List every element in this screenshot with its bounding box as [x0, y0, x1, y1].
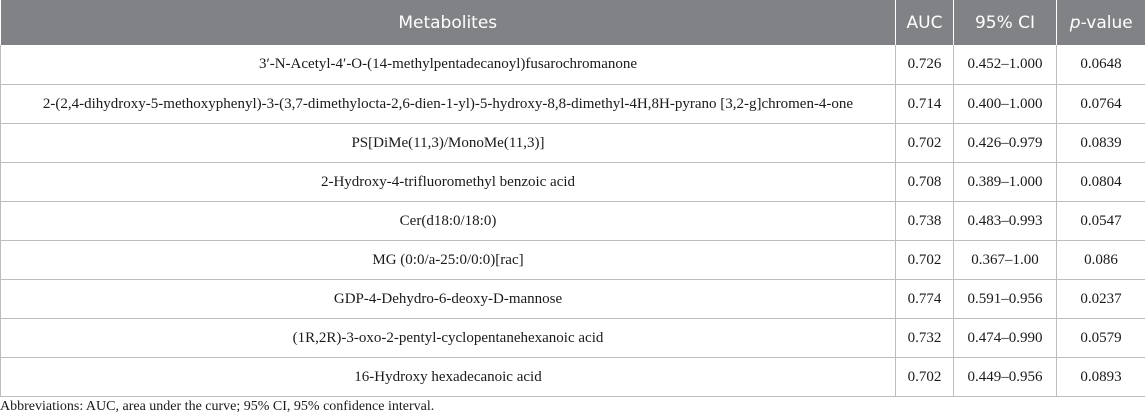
cell-metabolite: 2-Hydroxy-4-trifluoromethyl benzoic acid	[1, 163, 896, 202]
cell-auc: 0.714	[896, 85, 954, 124]
cell-p-value: 0.086	[1057, 241, 1145, 280]
cell-metabolite: Cer(d18:0/18:0)	[1, 202, 896, 241]
table-row	[1, 202, 1145, 241]
table-row	[1, 163, 1145, 202]
cell-95-ci: 0.426–0.979	[954, 124, 1057, 163]
header-p-value-suffix: -value	[1080, 12, 1133, 33]
cell-auc: 0.702	[896, 358, 954, 397]
cell-auc: 0.702	[896, 124, 954, 163]
cell-95-ci: 0.449–0.956	[954, 358, 1057, 397]
cell-95-ci: 0.389–1.000	[954, 163, 1057, 202]
cell-p-value: 0.0764	[1057, 85, 1145, 124]
header-auc: AUC	[896, 0, 954, 45]
cell-auc: 0.726	[896, 45, 954, 85]
cell-p-value: 0.0839	[1057, 124, 1145, 163]
table-row	[1, 241, 1145, 280]
cell-95-ci: 0.367–1.00	[954, 241, 1057, 280]
cell-p-value: 0.0893	[1057, 358, 1145, 397]
header-95-ci: 95% CI	[954, 0, 1057, 45]
cell-metabolite: PS[DiMe(11,3)/MonoMe(11,3)]	[1, 124, 896, 163]
cell-auc: 0.732	[896, 319, 954, 358]
cell-95-ci: 0.483–0.993	[954, 202, 1057, 241]
cell-metabolite: (1R,2R)-3-oxo-2-pentyl-cyclopentanehexanoic acid	[1, 319, 896, 358]
table-row	[1, 358, 1145, 397]
cell-p-value: 0.0648	[1057, 45, 1145, 85]
cell-95-ci: 0.400–1.000	[954, 85, 1057, 124]
cell-metabolite: GDP-4-Dehydro-6-deoxy-D-mannose	[1, 280, 896, 319]
cell-95-ci: 0.591–0.956	[954, 280, 1057, 319]
cell-auc: 0.738	[896, 202, 954, 241]
cell-95-ci: 0.474–0.990	[954, 319, 1057, 358]
cell-95-ci: 0.452–1.000	[954, 45, 1057, 85]
header-p-value-italic-p: p	[1069, 12, 1081, 33]
cell-auc: 0.774	[896, 280, 954, 319]
table-footnote: Abbreviations: AUC, area under the curve; 95% CI, 95% confidence interval.	[0, 399, 435, 414]
cell-auc: 0.702	[896, 241, 954, 280]
cell-metabolite: MG (0:0/a-25:0/0:0)[rac]	[1, 241, 896, 280]
table-row	[1, 280, 1145, 319]
cell-p-value: 0.0804	[1057, 163, 1145, 202]
table-row	[1, 319, 1145, 358]
cell-p-value: 0.0547	[1057, 202, 1145, 241]
cell-metabolite: 3′-N-Acetyl-4′-O-(14-methylpentadecanoyl)fusarochromanone	[1, 45, 896, 85]
cell-p-value: 0.0237	[1057, 280, 1145, 319]
cell-p-value: 0.0579	[1057, 319, 1145, 358]
cell-metabolite: 2-(2,4-dihydroxy-5-methoxyphenyl)-3-(3,7-dimethylocta-2,6-dien-1-yl)-5-hydroxy-8,8-dimethyl-4H,8H-pyrano [3,2-g]chromen-4-one	[1, 85, 896, 124]
table-header-row	[1, 0, 1145, 45]
table-row	[1, 85, 1145, 124]
cell-metabolite: 16-Hydroxy hexadecanoic acid	[1, 358, 896, 397]
table-row	[1, 124, 1145, 163]
header-p-value	[1057, 0, 1145, 45]
table-row	[1, 45, 1145, 85]
cell-auc: 0.708	[896, 163, 954, 202]
header-metabolites: Metabolites	[1, 0, 896, 45]
